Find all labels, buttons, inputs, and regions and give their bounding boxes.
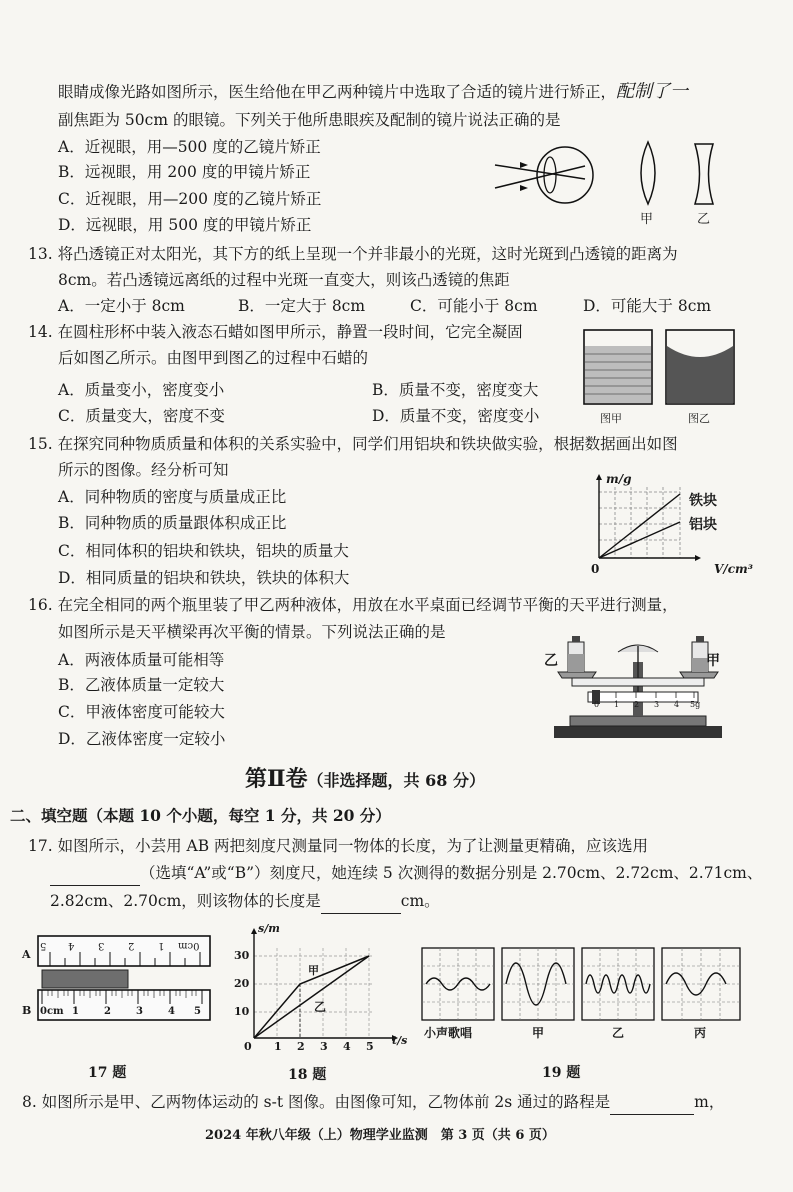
- fig18-ytick-10: 10: [234, 1005, 250, 1018]
- q17-stem-line2: [50, 861, 762, 886]
- q17-answer-blank-2[interactable]: [321, 889, 401, 914]
- fig18-xtick-3: 3: [320, 1040, 328, 1053]
- q17-stem-line1: 17. 如图所示，小芸用 AB 两把刻度尺测量同一物体的长度，为了让测量更精确，应该选用: [28, 837, 649, 855]
- fig18-ylabel: s/m: [258, 922, 280, 935]
- q12-option-c: C．近视眼，用—200 度的乙镜片矫正: [58, 190, 322, 208]
- q16-option-c: C．甲液体密度可能较大: [58, 703, 225, 721]
- graph15-aluminum-label: 铝块: [689, 517, 717, 533]
- graph15-origin: 0: [591, 562, 600, 576]
- ruler-a-label: A: [22, 948, 31, 961]
- part2-subtitle: （非选择题，共 68 分）: [307, 771, 485, 790]
- fig19-panel-label-quiet: 小声歌唱: [424, 1026, 473, 1040]
- fig18-st-graph: [232, 928, 402, 1048]
- q13-stem-line1: 13. 将凸透镜正对太阳光，其下方的纸上呈现一个并非最小的光斑，这时光斑到凸透镜的距离为: [28, 245, 678, 263]
- q12-lens-label-yi: 乙: [697, 212, 711, 227]
- q12-lens-label-jia: 甲: [640, 212, 654, 227]
- fig19-caption: 19 题: [542, 1065, 581, 1081]
- q12-stem-text: 眼睛成像光路如图所示，医生给他在甲乙两种镜片中选取了合适的镜片进行矫正，: [58, 83, 617, 101]
- graph15-iron-label: 铁块: [689, 493, 717, 509]
- q15-option-d: D．相同质量的铝块和铁块，铁块的体积大: [58, 569, 350, 587]
- fig18-series-jia: 甲: [308, 964, 319, 977]
- ruler-b-tick-5: 5: [194, 1006, 201, 1017]
- graph15-ylabel: m/g: [606, 472, 632, 486]
- part2-title: [245, 762, 485, 793]
- q18-line1-unit: m，: [694, 1093, 725, 1111]
- scale-tick-5: 5g: [690, 700, 701, 709]
- q15-stem-line1: 15. 在探究同种物质质量和体积的关系实验中，同学们用铝块和铁块做实验，根据数据画出如图: [28, 435, 678, 453]
- q15-stem-line2: 所示的图像。经分析可知: [58, 461, 229, 479]
- fig18-ytick-0: 0: [244, 1040, 252, 1053]
- q18-answer-blank-1[interactable]: [610, 1090, 694, 1115]
- scale-tick-0: 0: [594, 700, 600, 709]
- ruler-a-tick-3: 3: [98, 940, 105, 951]
- q14-fig-label-jia: 图甲: [600, 412, 622, 425]
- fig18-ytick-20: 20: [234, 977, 250, 990]
- q14-option-c: C．质量变大，密度不变: [58, 407, 225, 425]
- balance-scale-figure: [548, 632, 728, 742]
- scale-tick-2: 2: [634, 700, 640, 709]
- q12-option-b: B．远视眼，用 200 度的甲镜片矫正: [58, 163, 311, 181]
- q12-handwritten-note: 配制了一: [616, 81, 689, 102]
- fig19-wave-panels: [420, 944, 745, 1024]
- q16-option-a: A．两液体质量可能相等: [58, 651, 225, 669]
- q14-option-b: B．质量不变，密度变大: [372, 381, 539, 399]
- fig19-panel-label-jia: 甲: [532, 1026, 545, 1040]
- q15-option-c: C．相同体积的铝块和铁块，铝块的质量大: [58, 542, 349, 560]
- ruler-b-tick-3: 3: [136, 1006, 143, 1017]
- fig18-xtick-5: 5: [366, 1040, 374, 1053]
- q17-line3-text: 2.82cm、2.70cm，则该物体的长度是: [50, 892, 321, 910]
- ruler-a-tick-5: 5: [40, 940, 47, 951]
- q12-option-d: D．远视眼，用 500 度的甲镜片矫正: [58, 216, 312, 234]
- ruler-a-tick-1: 1: [158, 940, 165, 951]
- q14-option-d: D．质量不变，密度变小: [372, 407, 540, 425]
- fig18-xtick-2: 2: [297, 1040, 305, 1053]
- ruler-b-tick-2: 2: [104, 1006, 111, 1017]
- mass-volume-graph: [585, 472, 705, 582]
- q17-answer-blank-1[interactable]: [50, 861, 140, 886]
- fig18-xtick-1: 1: [274, 1040, 282, 1053]
- fig18-ytick-30: 30: [234, 949, 250, 962]
- concave-lens-icon: [692, 142, 716, 206]
- ruler-b-tick-0: 0cm: [40, 1006, 64, 1017]
- q13-option-c: C．可能小于 8cm: [410, 297, 538, 315]
- q14-fig-label-yi: 图乙: [688, 412, 710, 425]
- ruler-a-tick-4: 4: [68, 940, 75, 951]
- convex-lens-icon: [636, 140, 660, 206]
- eye-ray-diagram: [490, 140, 610, 210]
- fig19-panel-label-yi: 乙: [612, 1026, 625, 1040]
- fig18-series-yi: 乙: [314, 1000, 327, 1014]
- ruler-a-tick-2: 2: [128, 940, 135, 951]
- q15-option-a: A．同种物质的密度与质量成正比: [58, 488, 287, 506]
- q12-stem-line1: [58, 80, 688, 104]
- ruler-a-tick-0: 0cm: [178, 940, 200, 951]
- q17-stem-line3: [50, 889, 440, 914]
- q14-stem-line1: 14. 在圆柱形杯中装入液态石蜡如图甲所示，静置一段时间，它完全凝固: [28, 323, 523, 341]
- fig17-caption: 17 题: [88, 1065, 127, 1081]
- q13-option-b: B．一定大于 8cm: [238, 297, 366, 315]
- fig18-caption: 18 题: [288, 1067, 327, 1083]
- q16-option-b: B．乙液体质量一定较大: [58, 676, 225, 694]
- beaker-liquid-figure: [580, 326, 656, 408]
- q16-stem-line1: 16. 在完全相同的两个瓶里装了甲乙两种液体，用放在水平桌面已经调节平衡的天平进行测量，: [28, 596, 678, 614]
- q17-line2-text: （选填“A”或“B”）刻度尺，她连续 5 次测得的数据分别是 2.70cm、2.72cm、2.71cm、: [140, 864, 763, 882]
- q14-stem-line2: 后如图乙所示。由图甲到图乙的过程中石蜡的: [58, 349, 369, 367]
- fig18-xtick-4: 4: [343, 1040, 351, 1053]
- ruler-b-tick-4: 4: [168, 1006, 175, 1017]
- graph15-xlabel: V/cm³: [714, 562, 753, 576]
- beaker-solid-figure: [662, 326, 738, 408]
- q13-option-d: D．可能大于 8cm: [583, 297, 712, 315]
- q13-option-a: A．一定小于 8cm: [58, 297, 185, 315]
- part2-title-text: 第Ⅱ卷: [245, 766, 308, 792]
- scale-label-jia: 甲: [706, 653, 720, 669]
- q16-stem-line2: 如图所示是天平横梁再次平衡的情景。下列说法正确的是: [58, 623, 446, 641]
- q16-option-d: D．乙液体密度一定较小: [58, 730, 226, 748]
- page-footer: 2024 年秋八年级（上）物理学业监测 第 3 页（共 6 页）: [205, 1128, 555, 1143]
- fig18-xlabel: t/s: [392, 1034, 408, 1047]
- scale-tick-1: 1: [614, 700, 620, 709]
- ruler-b-label: B: [22, 1004, 32, 1017]
- q15-option-b: B．同种物质的质量跟体积成正比: [58, 514, 287, 532]
- scale-tick-4: 4: [674, 700, 680, 709]
- q13-stem-line2: 8cm。若凸透镜远离纸的过程中光斑一直变大，则该凸透镜的焦距: [58, 271, 510, 289]
- q18-stem-line1: [22, 1090, 724, 1115]
- scale-label-yi: 乙: [544, 653, 558, 669]
- q12-option-a: A．近视眼，用—500 度的乙镜片矫正: [58, 138, 321, 156]
- q14-option-a: A．质量变小，密度变小: [58, 381, 225, 399]
- q18-line1-text: 8. 如图所示是甲、乙两物体运动的 s-t 图像。由图像可知，乙物体前 2s 通过的路程是: [22, 1093, 611, 1111]
- fig19-panel-label-bing: 丙: [694, 1026, 707, 1040]
- scale-tick-3: 3: [654, 700, 660, 709]
- ruler-b-tick-1: 1: [72, 1006, 79, 1017]
- q17-line3-unit: cm。: [400, 892, 440, 910]
- section2-heading: 二、填空题（本题 10 个小题，每空 1 分，共 20 分）: [10, 806, 391, 825]
- q12-stem-line2: 副焦距为 50cm 的眼镜。下列关于他所患眼疾及配制的镜片说法正确的是: [58, 111, 561, 129]
